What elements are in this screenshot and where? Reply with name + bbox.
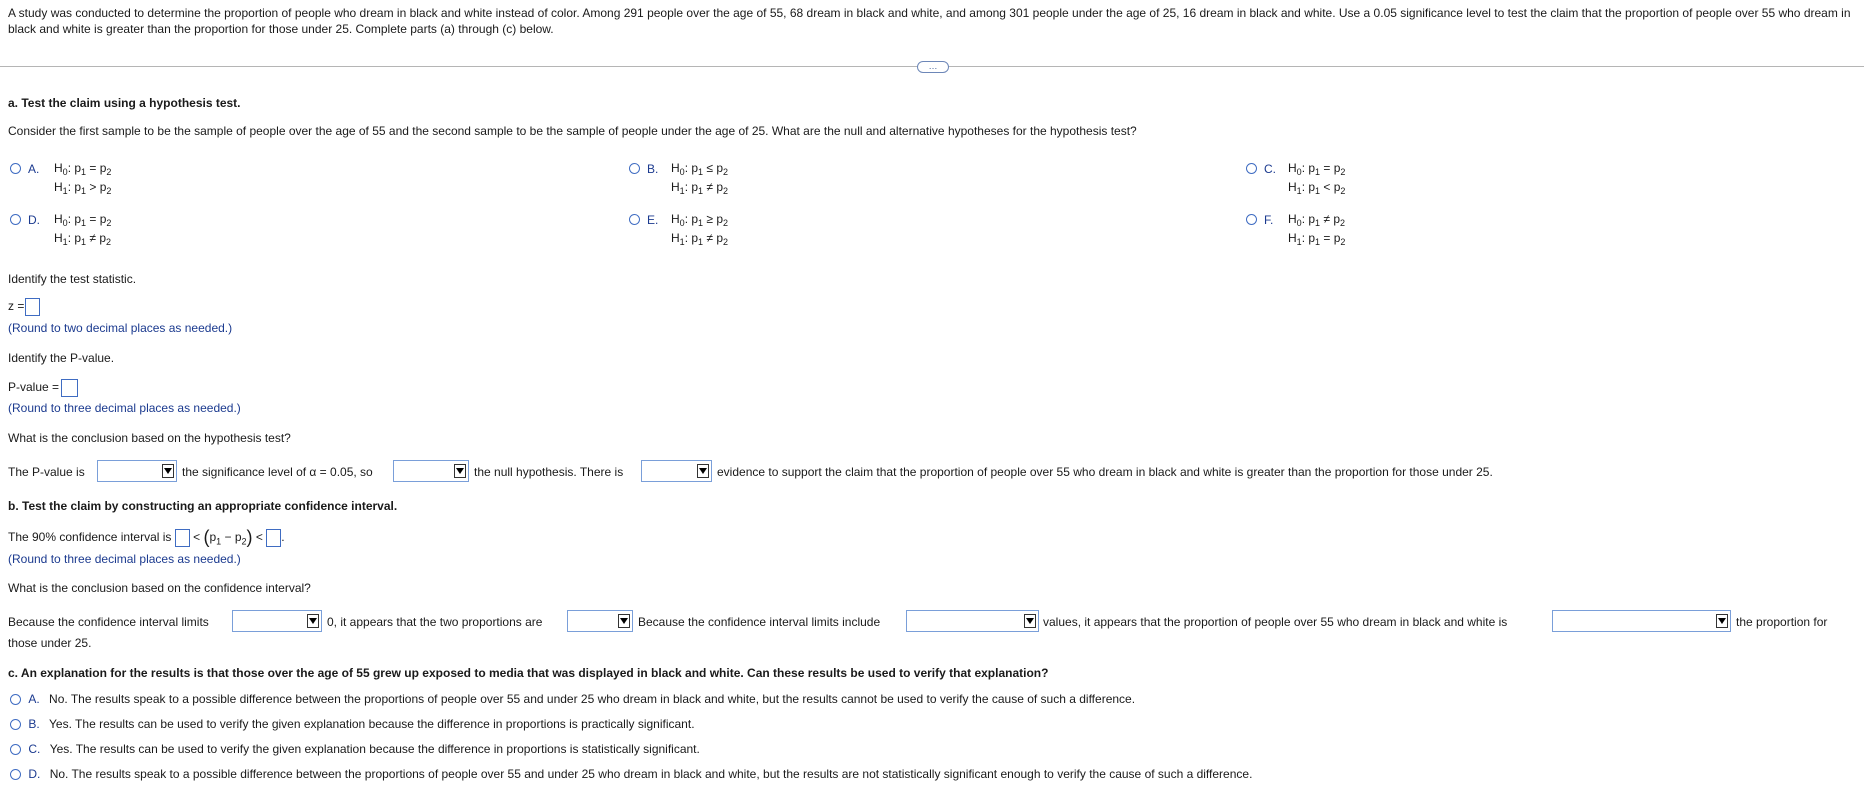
ci-hint: (Round to three decimal places as needed.) bbox=[8, 552, 241, 566]
h0-operator: = bbox=[1323, 161, 1331, 175]
option-letter: C. bbox=[28, 742, 41, 756]
radio-option-d[interactable] bbox=[10, 214, 21, 225]
conclusion-text-2: the significance level of α = 0.05, so bbox=[182, 465, 373, 479]
ci-upper-input[interactable] bbox=[266, 529, 281, 547]
option-a-hypotheses[interactable] bbox=[10, 162, 150, 198]
h0-operator: ≥ bbox=[706, 212, 713, 226]
h0-line: $H_0$: $p_1 \ne p_2$ bbox=[1288, 212, 1346, 228]
dropdown-arrow-icon[interactable] bbox=[454, 464, 466, 478]
pvalue-hint: (Round to three decimal places as needed.) bbox=[8, 401, 241, 415]
dropdown-arrow-icon[interactable] bbox=[1024, 614, 1036, 628]
h1-operator: ≠ bbox=[706, 231, 713, 245]
dropdown-arrow-icon[interactable] bbox=[1716, 614, 1728, 628]
hypothesis-question: Consider the first sample to be the sample of people over the age of 55 and the second sample to be the sample of people under the age of 25. What are the null and alternative hypotheses for the hypothesis test? bbox=[8, 124, 1137, 138]
ci-text-3: Because the confidence interval limits include bbox=[638, 615, 881, 629]
option-text: Yes. The results can be used to verify the given explanation because the difference in proportions is practically significant. bbox=[49, 717, 695, 731]
radio-option-c[interactable] bbox=[1246, 163, 1257, 174]
ci-text-6: those under 25. bbox=[8, 636, 92, 650]
evidence-dropdown[interactable] bbox=[641, 460, 712, 482]
h1-line: $H_1$: $p_1 \ne p_2$ bbox=[671, 180, 729, 196]
pvalue-row bbox=[8, 379, 78, 397]
h1-operator: ≠ bbox=[89, 231, 96, 245]
option-letter: C. bbox=[1264, 162, 1276, 176]
ci-text-1: Because the confidence interval limits bbox=[8, 615, 209, 629]
part-c-option-a[interactable] bbox=[10, 692, 1135, 706]
h0-line: $H_0$: $p_1 = p_2$ bbox=[54, 212, 112, 228]
dropdown-arrow-icon[interactable] bbox=[697, 464, 709, 478]
z-hint: (Round to two decimal places as needed.) bbox=[8, 321, 233, 335]
part-c-option-c[interactable] bbox=[10, 742, 700, 756]
h0-operator: = bbox=[89, 212, 97, 226]
ci-conclusion-prompt: What is the conclusion based on the confidence interval? bbox=[8, 581, 311, 595]
h0-operator: = bbox=[89, 161, 97, 175]
option-text: No. The results speak to a possible difference between the proportions of people over 55 and under 25 who dream in black and white, but the results cannot be used to verify the cause of such a difference. bbox=[49, 692, 1136, 706]
conclusion-text-3: the null hypothesis. There is bbox=[474, 465, 624, 479]
part-a-heading: a. Test the claim using a hypothesis test. bbox=[8, 96, 241, 110]
h0-line: $H_0$: $p_1 \ge p_2$ bbox=[671, 212, 729, 228]
pvalue-label: P-value = bbox=[8, 380, 60, 395]
option-letter: D. bbox=[28, 213, 40, 227]
problem-intro: A study was conducted to determine the proportion of people who dream in black and white instead of color. Among 291 people over the age of 55, 68 dream in black and white, and among 301 people under the age of 25, 16 dream in black and white. Use a 0.05 significance level to test the claim that the proportion of people over 55 who dream in black and white is greater than the proportion for those under 25. Complete parts (a) through (c) below. bbox=[8, 6, 1851, 36]
dropdown-arrow-icon[interactable] bbox=[618, 614, 630, 628]
option-f-hypotheses[interactable] bbox=[1246, 213, 1386, 249]
test-statistic-prompt: Identify the test statistic. bbox=[8, 272, 137, 286]
ci-text-4: values, it appears that the proportion of people over 55 who dream in black and white is bbox=[1043, 615, 1508, 629]
hypothesis-conclusion-prompt: What is the conclusion based on the hypothesis test? bbox=[8, 431, 291, 445]
h1-line: $H_1$: $p_1 = p_2$ bbox=[1288, 231, 1346, 247]
option-text: Yes. The results can be used to verify the given explanation because the difference in proportions is statistically significant. bbox=[49, 742, 700, 756]
pvalue-comparison-dropdown[interactable] bbox=[97, 460, 177, 482]
ci-expression: < $(p_1 - p_2)$ < bbox=[193, 527, 263, 547]
h1-line: $H_1$: $p_1 \ne p_2$ bbox=[671, 231, 729, 247]
option-letter: A. bbox=[28, 162, 40, 176]
radio-part-c-d[interactable] bbox=[10, 769, 21, 780]
radio-option-f[interactable] bbox=[1246, 214, 1257, 225]
option-letter: D. bbox=[28, 767, 41, 781]
option-letter: B. bbox=[647, 162, 659, 176]
ci-text-5: the proportion for bbox=[1736, 615, 1828, 629]
h1-line: $H_1$: $p_1 < p_2$ bbox=[1288, 180, 1346, 196]
radio-option-a[interactable] bbox=[10, 163, 21, 174]
part-b-heading: b. Test the claim by constructing an appropriate confidence interval. bbox=[8, 499, 398, 513]
h1-operator: = bbox=[1323, 231, 1331, 245]
dropdown-arrow-icon[interactable] bbox=[307, 614, 319, 628]
pvalue-input[interactable] bbox=[61, 379, 78, 397]
conclusion-text-1: The P-value is bbox=[8, 465, 85, 479]
pvalue-prompt: Identify the P-value. bbox=[8, 351, 115, 365]
option-letter: E. bbox=[647, 213, 659, 227]
expand-more-button[interactable]: … bbox=[917, 61, 949, 73]
part-c-option-b[interactable] bbox=[10, 717, 695, 731]
radio-part-c-b[interactable] bbox=[10, 719, 21, 730]
radio-part-c-c[interactable] bbox=[10, 744, 21, 755]
z-input[interactable] bbox=[25, 298, 40, 316]
h0-operator: ≠ bbox=[1323, 212, 1330, 226]
reject-decision-dropdown[interactable] bbox=[393, 460, 469, 482]
option-letter: F. bbox=[1264, 213, 1274, 227]
h1-line: $H_1$: $p_1 \ne p_2$ bbox=[54, 231, 112, 247]
ci-limits-zero-dropdown[interactable] bbox=[232, 610, 322, 632]
option-d-hypotheses[interactable] bbox=[10, 213, 150, 249]
conclusion-text-4: evidence to support the claim that the proportion of people over 55 who dream in black and white is greater than the proportion for those under 25. bbox=[717, 465, 1493, 479]
part-c-question: c. An explanation for the results is that those over the age of 55 grew up exposed to media that was displayed in black and white. Can these results be used to verify that explanation? bbox=[8, 666, 1049, 680]
h0-operator: ≤ bbox=[706, 161, 713, 175]
dropdown-arrow-icon[interactable] bbox=[162, 464, 174, 478]
option-b-hypotheses[interactable] bbox=[629, 162, 769, 198]
ci-values-dropdown[interactable] bbox=[906, 610, 1039, 632]
option-text: No. The results speak to a possible difference between the proportions of people over 55 and under 25 who dream in black and white, but the results are not statistically significant enough to verify the cause of such a difference. bbox=[49, 767, 1253, 781]
proportion-comparison-dropdown[interactable] bbox=[1552, 610, 1731, 632]
option-letter: B. bbox=[28, 717, 40, 731]
h1-operator: < bbox=[1323, 180, 1331, 194]
h0-line: $H_0$: $p_1 \le p_2$ bbox=[671, 161, 729, 177]
h1-operator: ≠ bbox=[706, 180, 713, 194]
radio-option-e[interactable] bbox=[629, 214, 640, 225]
proportions-equality-dropdown[interactable] bbox=[567, 610, 633, 632]
ci-lower-input[interactable] bbox=[175, 529, 190, 547]
radio-option-b[interactable] bbox=[629, 163, 640, 174]
z-label: z = bbox=[8, 299, 25, 314]
option-letter: A. bbox=[28, 692, 40, 706]
h0-line: $H_0$: $p_1 = p_2$ bbox=[1288, 161, 1346, 177]
part-c-option-d[interactable] bbox=[10, 767, 1252, 781]
option-c-hypotheses[interactable] bbox=[1246, 162, 1386, 198]
h1-line: $H_1$: $p_1 > p_2$ bbox=[54, 180, 112, 196]
z-row bbox=[8, 298, 40, 316]
option-e-hypotheses[interactable] bbox=[629, 213, 769, 249]
ci-period: . bbox=[281, 530, 285, 544]
radio-part-c-a[interactable] bbox=[10, 694, 21, 705]
ci-text-2: 0, it appears that the two proportions are bbox=[327, 615, 543, 629]
confidence-interval-row bbox=[8, 527, 285, 548]
ci-label: The 90% confidence interval is bbox=[8, 530, 172, 544]
h1-operator: > bbox=[89, 180, 97, 194]
h0-line: $H_0$: $p_1 = p_2$ bbox=[54, 161, 112, 177]
